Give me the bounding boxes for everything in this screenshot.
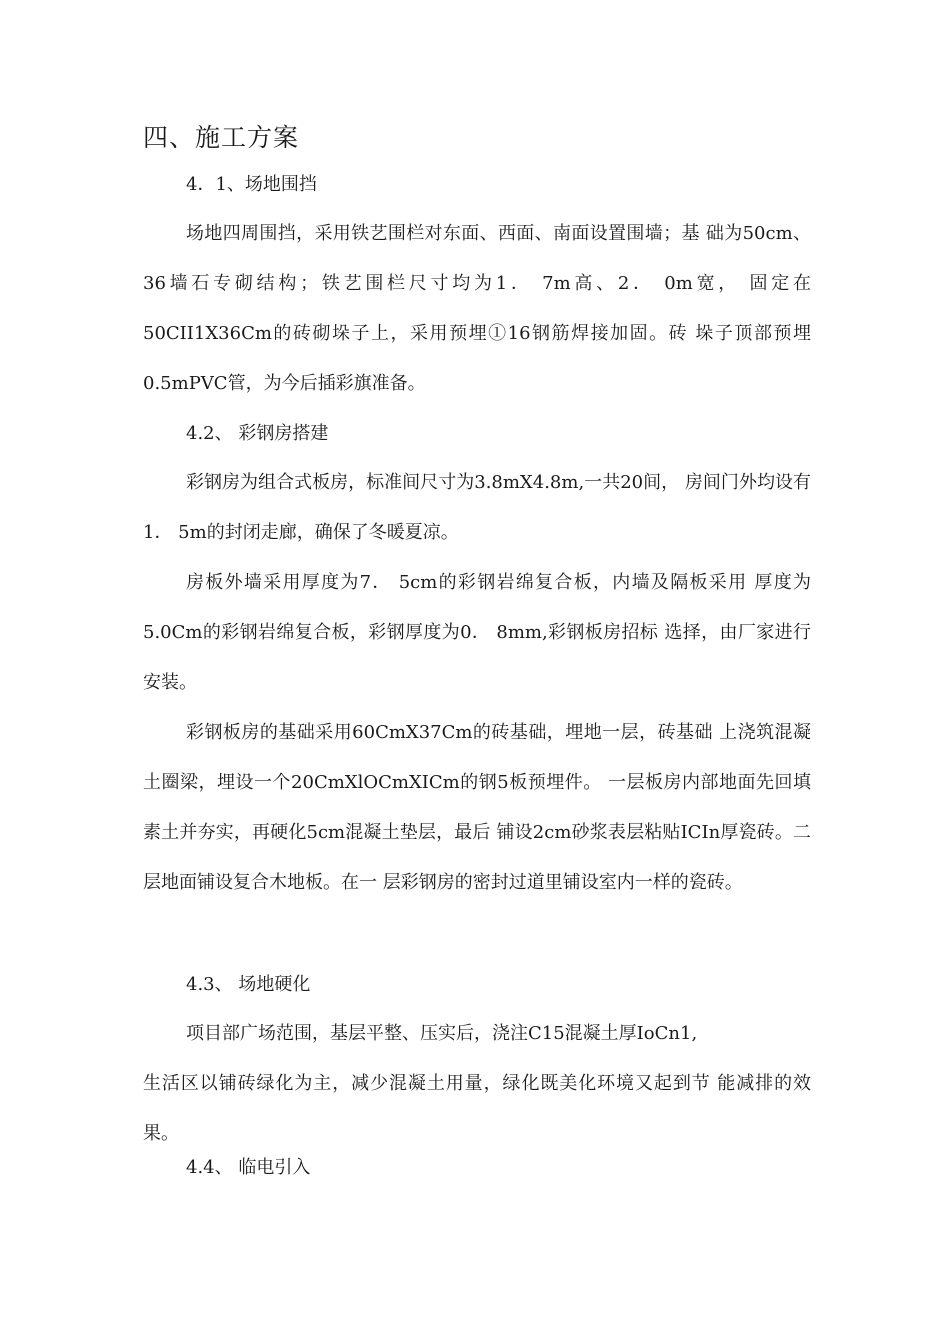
paragraph-steel-house-size: 彩钢房为组合式板房，标准间尺寸为3.8mX4.8m,一共20间， 房间门外均设有1． 5m的封闭走廊，确保了冬暖夏凉。 xyxy=(143,472,811,543)
paragraph-site-hardening: 项目部广场范围，基层平整、压实后，浇注C15混凝土厚IoCn1, xyxy=(186,1023,698,1044)
subsection-heading-4-3: 4.3、 场地硬化 xyxy=(186,974,311,995)
paragraph-living-area: 生活区以铺砖绿化为主，减少混凝土用量，绿化既美化环境又起到节 能减排的效果。 xyxy=(143,1073,811,1144)
paragraph-site-enclosure: 场地四周围挡，采用铁艺围栏对东面、西面、南面设置围墙；基 础为50cm、36墙石专砌结构；铁艺围栏尺寸均为1． 7m高、2． 0m宽， 固定在50CII1X36Cm的砖砌垛子上，采用预埋①16钢筋焊接加固。砖 垛子顶部预埋0.5mPVC管，为今后插彩旗准备。 xyxy=(143,223,811,394)
section-title: 四、施工方案 xyxy=(143,123,300,152)
paragraph-steel-house-foundation: 彩钢板房的基础采用60CmX37Cm的砖基础，埋地一层，砖基础 上浇筑混凝土圈梁，埋设一个20CmXlOCmXICm的钢5板预埋件。 一层板房内部地面先回填素土并夯实，再硬化5cm混凝土垫层，最后 铺设2cm砂浆表层粘贴ICIn厚瓷砖。二层地面铺设复合木地板。在一 层彩钢房的密封过道里铺设室内一样的瓷砖。 xyxy=(143,722,811,893)
subsection-heading-4-2: 4.2、 彩钢房搭建 xyxy=(186,423,329,444)
subsection-heading-4-4: 4.4、 临电引入 xyxy=(186,1157,311,1178)
subsection-heading-4-1: 4．1、场地围挡 xyxy=(186,174,317,195)
paragraph-steel-house-panels: 房板外墙采用厚度为7． 5cm的彩钢岩绵复合板，内墙及隔板采用 厚度为5.0Cm的彩钢岩绵复合板，彩钢厚度为0． 8mm,彩钢板房招标 选择，由厂家进行安装。 xyxy=(143,572,811,693)
